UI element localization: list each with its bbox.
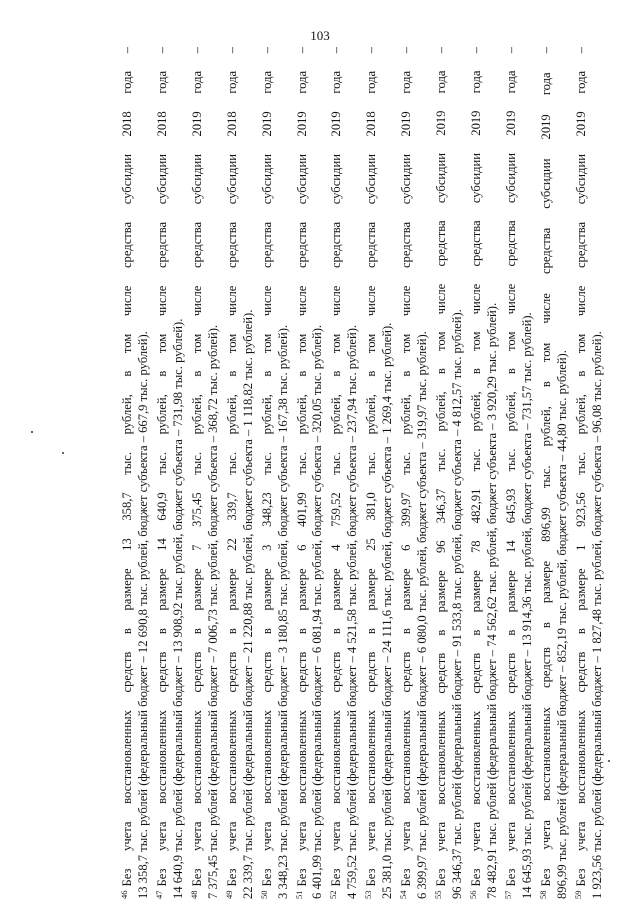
footnote-line-second: 14 640,9 тыс. рублей (федеральный бюджет – 13 908,92 тыс. рублей, бюджет субъекта – 731,98 тыс. рублей). (170, 318, 185, 899)
footnote-number: 59 (572, 890, 583, 899)
footnote (361, 47, 396, 899)
footnote-text: Без учета восстановленных средств в размере 7 375,45 тыс. рублей, в том числе средства субсидии 2019 года – (189, 47, 204, 887)
footnote-number: 57 (502, 890, 513, 899)
footnote-text: Без учета восстановленных средств в размере 96 346,37 тыс. рублей, в том числе средства субсидии 2019 года – (434, 47, 449, 887)
footnote-text: Без учета восстановленных средств в размере 14 640,9 тыс. рублей, в том числе средства субсидии 2018 года – (154, 47, 169, 887)
footnote (571, 47, 606, 899)
footnote-line-first (222, 47, 241, 899)
footnote-number: 55 (433, 890, 444, 899)
footnote-number: 51 (293, 890, 304, 899)
footnote-text: Без учета восстановленных средств в размере 6 401,99 тыс. рублей, в том числе средства субсидии 2019 года – (294, 47, 309, 887)
footnote-number: 48 (188, 890, 199, 899)
footnote-line-first (466, 47, 485, 899)
footnote-line-first (396, 47, 415, 899)
footnote-text: Без учета восстановленных средств в размере 3 348,23 тыс. рублей, в том числе средства субсидии 2019 года – (259, 47, 274, 887)
footnote-line-first (292, 47, 311, 899)
footnote (326, 47, 361, 899)
footnote-line-first (187, 47, 206, 899)
footnote-number: 46 (119, 890, 129, 899)
footnote-text: Без учета восстановленных средств в размере 22 339,7 тыс. рублей, в том числе средства субсидии 2018 года – (224, 47, 239, 887)
footnote-line-first (117, 47, 136, 899)
footnote-line-second: 4 759,52 тыс. рублей (федеральный бюджет – 4 521,58 тыс. рублей, бюджет субъекта – 237,94 тыс. рублей). (345, 324, 360, 899)
footnote-number: 53 (363, 890, 374, 899)
footnote-line-second: 6 399,97 тыс. рублей (федеральный бюджет – 6 080,0 тыс. рублей, бюджет субъекта – 319,97 тыс. рублей). (415, 331, 430, 899)
footnote (257, 47, 292, 899)
footnote (431, 47, 466, 899)
footnote-line-second: 78 482,91 тыс. рублей (федеральный бюджет – 74 562,62 тыс. рублей, бюджет субъекта – 3 920,29 тыс. рублей). (485, 302, 500, 899)
footnote-line-first (326, 47, 345, 899)
footnote-line-second: 6 401,99 тыс. рублей (федеральный бюджет – 6 081,94 тыс. рублей, бюджет субъекта – 320,05 тыс. рублей). (310, 324, 325, 899)
footnote-line-first (431, 47, 450, 899)
footnotes-block (117, 47, 604, 899)
footnote-text: Без учета восстановленных средств в размере 6 399,97 тыс. рублей, в том числе средства субсидии 2019 года – (399, 47, 414, 887)
scan-speck (31, 431, 33, 433)
footnote (396, 47, 431, 899)
footnote-line-first (152, 47, 171, 899)
footnote-text: Без учета восстановленных средств в размере 14 645,93 тыс. рублей, в том числе средства субсидии 2019 года – (503, 47, 518, 887)
footnote-text: Без учета восстановленных средств в размере 1 923,56 тыс. рублей, в том числе средства субсидии 2019 года – (573, 47, 588, 887)
footnote-line-second: 96 346,37 тыс. рублей (федеральный бюджет – 91 533,8 тыс. рублей, бюджет субъекта – 4 812,57 тыс. рублей). (450, 309, 465, 899)
scan-speck (62, 452, 64, 454)
footnote-line-second: 1 923,56 тыс. рублей (федеральный бюджет – 1 827,48 тыс. рублей, бюджет субъекта – 96,08 тыс. рублей). (589, 331, 604, 899)
footnote-number: 58 (537, 890, 548, 899)
footnote-text: Без учета восстановленных средств в размере 78 482,91 тыс. рублей, в том числе средства субсидии 2019 года – (469, 47, 484, 887)
page-number: 103 (310, 28, 330, 43)
footnote-text: Без учета восстановленных средств в размере 25 381,0 тыс. рублей, в том числе средства субсидии 2018 года – (364, 47, 379, 887)
footnote-line-first (501, 47, 520, 899)
footnote-line-second: 3 348,23 тыс. рублей (федеральный бюджет – 3 180,85 тыс. рублей, бюджет субъекта – 167,38 тыс. рублей). (275, 324, 290, 899)
footnote (117, 47, 152, 899)
footnote-text: Без учета восстановленных средств в размере 896,99 тыс. рублей, в том числе средства субсидии 2019 года – (538, 47, 553, 887)
footnote (152, 47, 187, 899)
footnote-number: 54 (398, 890, 409, 899)
footnote (501, 47, 536, 899)
scan-speck (608, 760, 610, 762)
footnote-line-first (361, 47, 380, 899)
footnote-number: 47 (153, 890, 164, 899)
footnote (466, 47, 501, 899)
footnote-line-second: 22 339,7 тыс. рублей (федеральный бюджет – 21 220,88 тыс. рублей, бюджет субъекта – 1 118,82 тыс. рублей). (240, 309, 255, 899)
footnote-number: 50 (258, 890, 269, 899)
footnote (536, 47, 571, 899)
footnote-line-second: 896,99 тыс. рублей (федеральный бюджет – 852,19 тыс. рублей, бюджет субъекта – 44,80 тыс. рублей). (554, 350, 569, 899)
footnote-number: 49 (223, 890, 234, 899)
footnote-line-second: 14 645,93 тыс. рублей (федеральный бюджет – 13 914,36 тыс. рублей, бюджет субъекта – 731,57 тыс. рублей). (519, 312, 534, 899)
footnote-number: 52 (328, 890, 339, 899)
footnote (187, 47, 222, 899)
footnote-line-second: 13 358,7 тыс. рублей (федеральный бюджет – 12 690,8 тыс. рублей, бюджет субъекта – 667,9 тыс. рублей). (135, 331, 150, 899)
footnote-text: Без учета восстановленных средств в размере 4 759,52 тыс. рублей, в том числе средства субсидии 2019 года – (329, 47, 344, 887)
footnote-line-second: 7 375,45 тыс. рублей (федеральный бюджет – 7 006,73 тыс. рублей, бюджет субъекта – 368,72 тыс. рублей). (205, 324, 220, 899)
footnote (292, 47, 327, 899)
footnote-line-first (571, 47, 590, 899)
footnote-line-second: 25 381,0 тыс. рублей (федеральный бюджет – 24 111,6 тыс. рублей, бюджет субъекта – 1 269,4 тыс. рублей). (380, 322, 395, 899)
footnote (222, 47, 257, 899)
footnote-line-first (257, 47, 276, 899)
footnote-text: Без учета восстановленных средств в размере 13 358,7 тыс. рублей, в том числе средства субсидии 2018 года – (120, 47, 134, 887)
footnote-line-first (536, 47, 555, 899)
footnote-number: 56 (468, 890, 479, 899)
